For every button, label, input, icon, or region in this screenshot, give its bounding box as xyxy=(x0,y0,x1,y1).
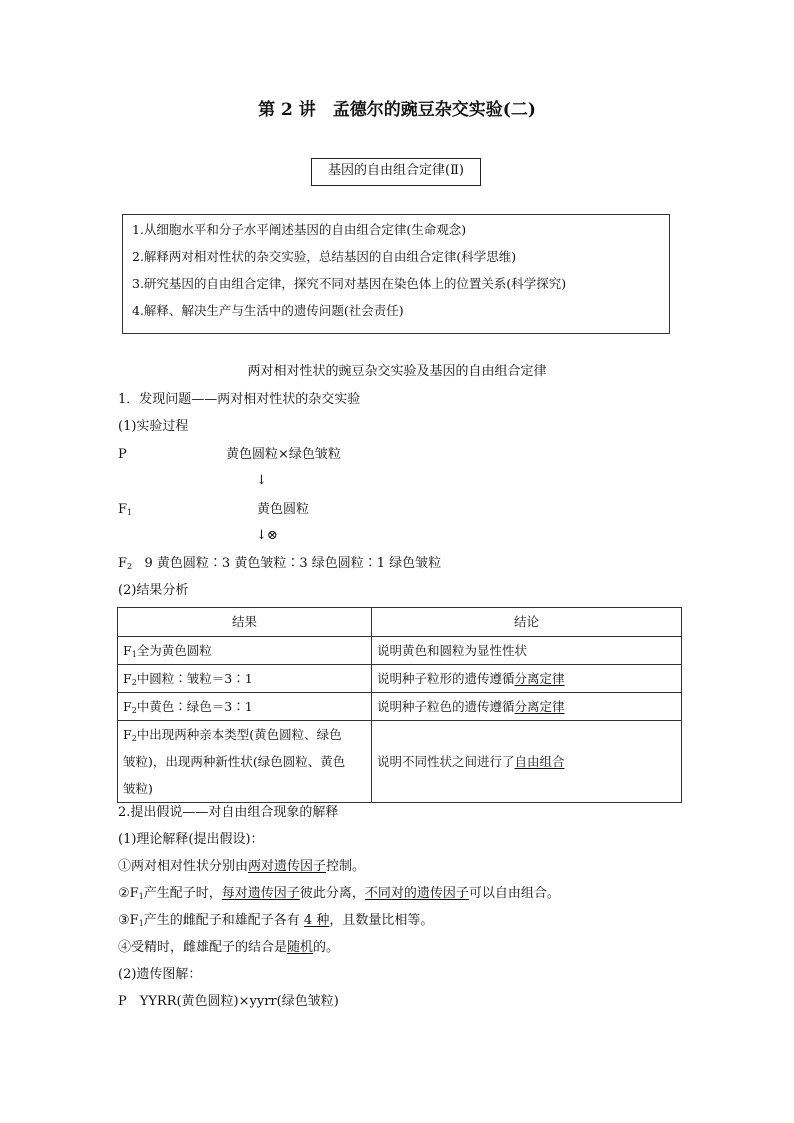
conclusion-cell: 说明种子粒色的遗传遵循分离定律 xyxy=(372,693,682,721)
conclusion-cell: 说明种子粒形的遗传遵循分离定律 xyxy=(372,665,682,693)
result-table xyxy=(117,607,682,803)
hypothesis-4: ④受精时，雌雄配子的结合是随机的。 xyxy=(118,940,340,955)
subtitle-box: 基因的自由组合定律(Ⅱ) xyxy=(311,158,481,186)
part1-sub2: (2)结果分析 xyxy=(118,583,189,598)
table-row xyxy=(118,637,682,665)
arrow-selfing: ↓⊗ xyxy=(256,528,278,543)
objective-item: 2.解释两对相对性状的杂交实验，总结基因的自由组合定律(科学思维) xyxy=(132,249,517,264)
result-cell: $F_2$中黄色∶绿色＝3∶1 xyxy=(118,693,372,721)
f1-label: $F_1$ xyxy=(118,502,133,517)
result-cell: $F_2$中圆粒∶皱粒＝3∶1 xyxy=(118,665,372,693)
table-row xyxy=(118,721,682,803)
part2-sub2: (2)遗传图解： xyxy=(118,967,202,982)
table-row xyxy=(118,693,682,721)
objective-item: 4.解释、解决生产与生活中的遗传问题(社会责任) xyxy=(132,303,404,318)
hypothesis-2: $②F_1$产生配子时，每对遗传因子彼此分离，不同对的遗传因子可以自由组合。 xyxy=(118,886,560,901)
objective-item: 3.研究基因的自由组合定律，探究不同对基因在染色体上的位置关系(科学探究) xyxy=(132,276,567,291)
genetic-cross: P YYRR(黄色圆粒)×yyrr(绿色皱粒) xyxy=(118,994,339,1009)
hypothesis-1: ①两对相对性状分别由两对遗传因子控制。 xyxy=(118,859,366,874)
result-cell: $F_2$中出现两种亲本类型(黄色圆粒、绿色 皱粒)，出现两种新性状(绿色圆粒、黄色 皱粒) xyxy=(118,721,372,803)
part1-sub1: (1)实验过程 xyxy=(118,419,189,434)
arrow-down: ↓ xyxy=(256,473,267,488)
conclusion-cell: 说明不同性状之间进行了自由组合 xyxy=(372,721,682,803)
part2-sub1: (1)理论解释(提出假设)： xyxy=(118,832,264,847)
p-label: P xyxy=(118,447,127,462)
hypothesis-3: $③F_1$产生的雌配子和雄配子各有 4 种，且数量比相等。 xyxy=(118,913,434,928)
result-cell: $F_1$全为黄色圆粒 xyxy=(118,637,372,665)
table-row xyxy=(118,665,682,693)
table-header-row xyxy=(118,608,682,637)
conclusion-cell: 说明黄色和圆粒为显性性状 xyxy=(372,637,682,665)
f2-ratio: 9 黄色圆粒∶3 黄色皱粒∶3 绿色圆粒∶1 绿色皱粒 xyxy=(144,556,442,571)
table-header: 结果 xyxy=(118,608,372,637)
f1-value: 黄色圆粒 xyxy=(257,502,310,517)
page-title: 第 2 讲 孟德尔的豌豆杂交实验(二) xyxy=(258,100,536,120)
p-cross: 黄色圆粒×绿色皱粒 xyxy=(226,447,341,462)
objective-item: 1.从细胞水平和分子水平阐述基因的自由组合定律(生命观念) xyxy=(132,222,467,237)
section-heading: 两对相对性状的豌豆杂交实验及基因的自由组合定律 xyxy=(247,364,547,379)
part2-heading: 2.提出假说——对自由组合现象的解释 xyxy=(118,805,339,820)
f2-row: $F_2$ 9 黄色圆粒∶3 黄色皱粒∶3 绿色圆粒∶1 绿色皱粒 xyxy=(118,556,442,571)
objectives-box xyxy=(122,214,670,334)
table-header: 结论 xyxy=(372,608,682,637)
part1-heading: 1．发现问题——两对相对性状的杂交实验 xyxy=(118,392,361,407)
